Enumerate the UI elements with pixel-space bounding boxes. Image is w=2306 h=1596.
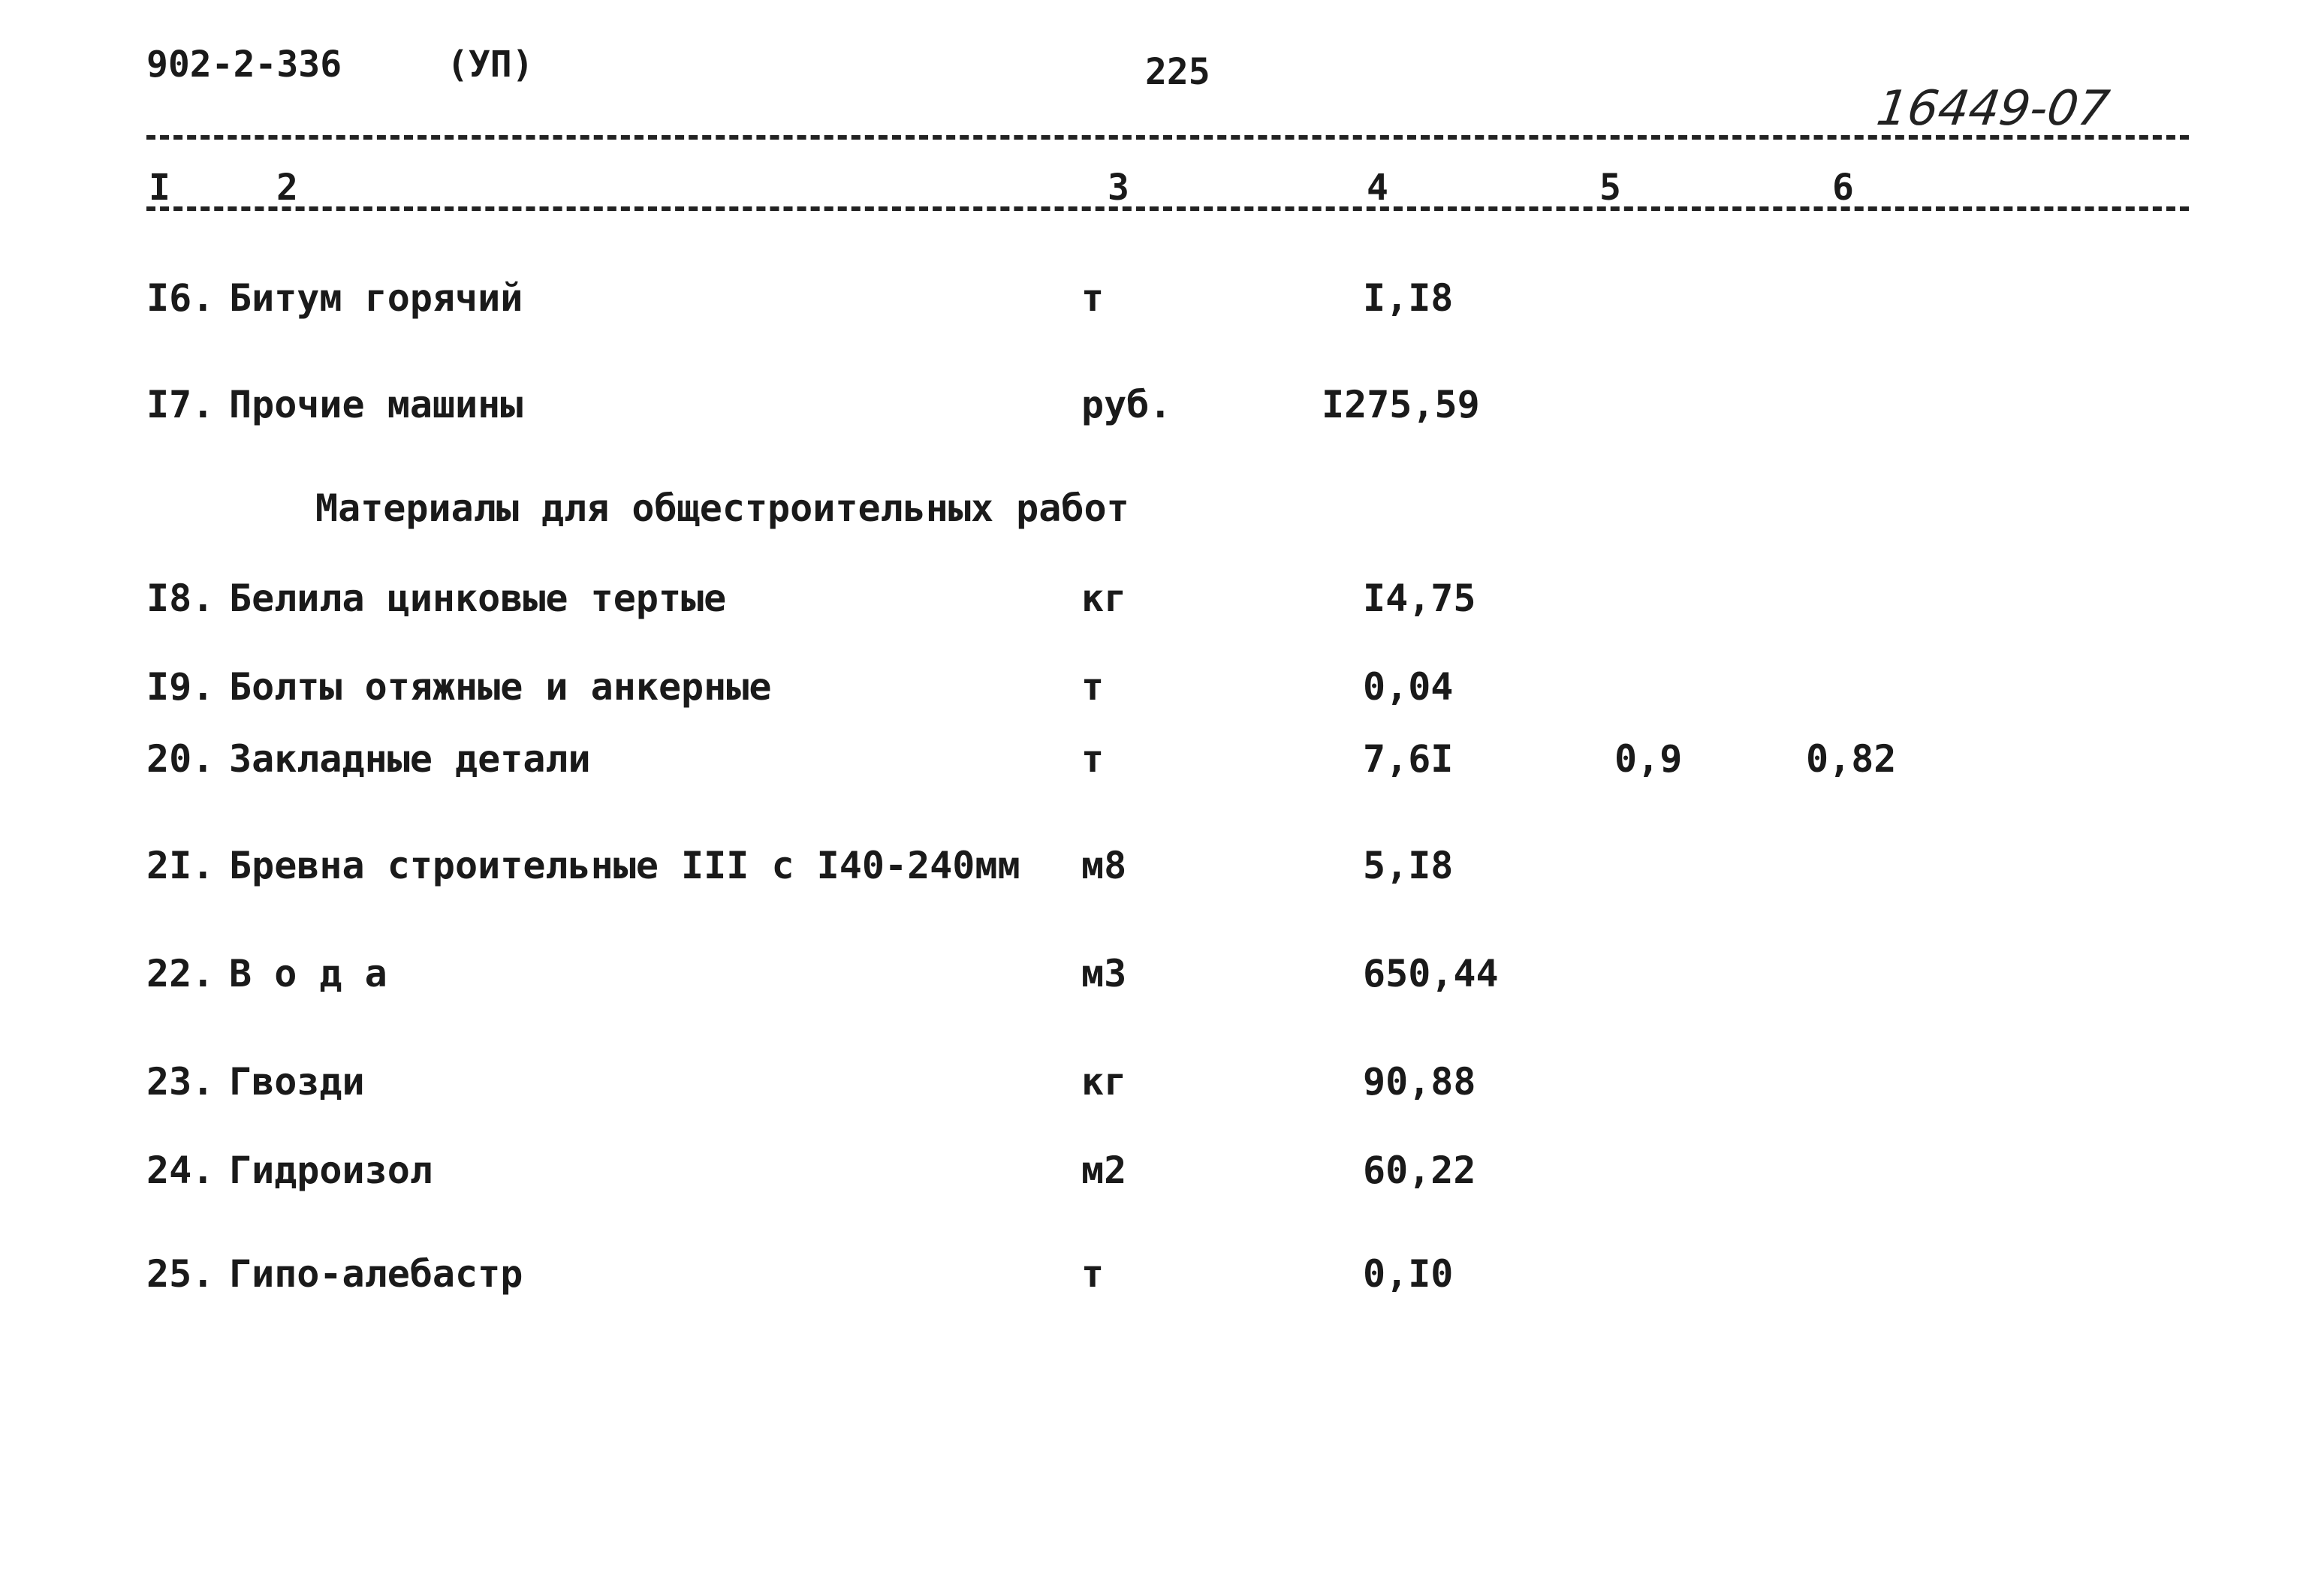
row-number: I7. (146, 383, 215, 426)
doc-type: (УП) (447, 44, 534, 86)
row-name: Закладные детали (229, 737, 591, 781)
row-name: Прочие машины (229, 383, 523, 426)
row-unit: т (1081, 1252, 1105, 1296)
row-unit: кг (1081, 577, 1127, 620)
row-unit: кг (1081, 1060, 1127, 1104)
row-col6: 0,82 (1806, 737, 1897, 781)
row-number: I9. (146, 665, 215, 709)
column-number-3: 3 (1108, 167, 1129, 209)
row-number: I6. (146, 276, 215, 320)
doc-code: 902-2-336 (146, 44, 342, 86)
row-name: Белила цинковые тертые (229, 577, 727, 620)
row-name: Болты отяжные и анкерные (229, 665, 772, 709)
column-number-4: 4 (1367, 167, 1388, 209)
row-col4: 60,22 (1363, 1149, 1476, 1192)
row-name: Гидроизол (229, 1149, 433, 1192)
row-number: 25. (146, 1252, 215, 1296)
row-name: Бревна строительные III с I40-240мм (229, 844, 1020, 887)
row-name: Битум горячий (229, 276, 523, 320)
row-number: I8. (146, 577, 215, 620)
section-heading: Материалы для общестроительных работ (315, 486, 1129, 530)
page-number: 225 (1145, 51, 1210, 93)
row-unit: руб. (1081, 383, 1172, 426)
row-unit: т (1081, 737, 1105, 781)
row-number: 2I. (146, 844, 215, 887)
column-number-2: 2 (276, 167, 298, 209)
row-col4: 90,88 (1363, 1060, 1476, 1104)
row-col4: 5,I8 (1363, 844, 1454, 887)
row-number: 22. (146, 952, 215, 995)
row-unit: т (1081, 276, 1105, 320)
row-name: Гипо-алебастр (229, 1252, 523, 1296)
row-col4: I4,75 (1363, 577, 1476, 620)
row-unit: м2 (1081, 1149, 1127, 1192)
row-number: 24. (146, 1149, 215, 1192)
row-name: Гвозди (229, 1060, 365, 1104)
column-number-5: 5 (1599, 167, 1621, 209)
column-number-1: I (149, 167, 170, 209)
row-unit: т (1081, 665, 1105, 709)
row-name: В о д а (229, 952, 387, 995)
top-dashed-rule (146, 135, 2189, 140)
row-unit: м8 (1081, 844, 1127, 887)
row-col4: I,I8 (1363, 276, 1454, 320)
row-unit: м3 (1081, 952, 1127, 995)
column-header-dashed-rule (146, 206, 2189, 211)
row-col5: 0,9 (1614, 737, 1683, 781)
column-number-6: 6 (1832, 167, 1854, 209)
row-number: 20. (146, 737, 215, 781)
row-col4: 7,6I (1363, 737, 1454, 781)
row-col4: 650,44 (1363, 952, 1499, 995)
handwritten-number: 16449-07 (1873, 81, 2113, 137)
row-col4: I275,59 (1322, 383, 1480, 426)
row-number: 23. (146, 1060, 215, 1104)
row-col4: 0,04 (1363, 665, 1454, 709)
row-col4: 0,I0 (1363, 1252, 1454, 1296)
